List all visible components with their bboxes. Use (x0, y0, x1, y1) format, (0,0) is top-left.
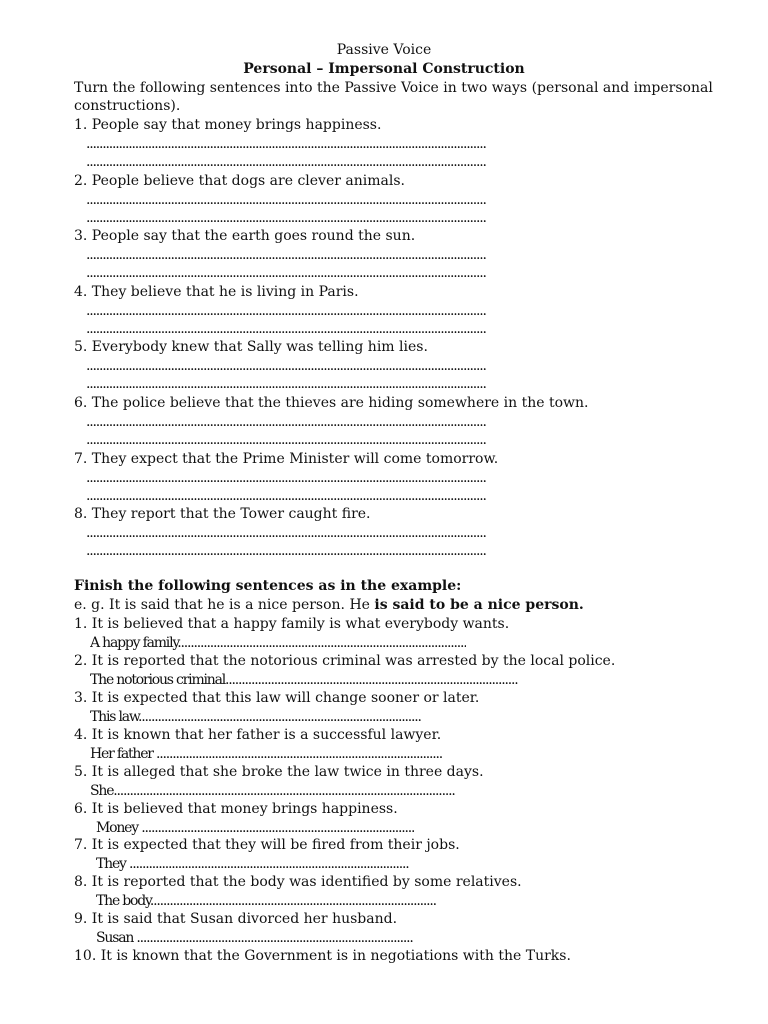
answer-blank-line[interactable]: ........................................................................................................................... (86, 432, 486, 448)
instruction-text: Turn the following sentences into the Passive Voice in two ways (personal and impersonal (74, 80, 713, 96)
exercise-2-sentence: 4. It is known that her father is a successful lawyer. (74, 727, 442, 743)
exercise-1-sentence: 1. People say that money brings happiness. (74, 117, 382, 133)
answer-blank-line[interactable]: ........................................................................................................................... (86, 376, 486, 392)
exercise-1-sentence: 3. People say that the earth goes round the sun. (74, 228, 416, 244)
page-title: Passive Voice (336, 42, 432, 58)
answer-blank-line[interactable]: ........................................................................................................................... (86, 488, 486, 504)
exercise-2-sentence: 6. It is believed that money brings happiness. (74, 801, 398, 817)
answer-blank-line[interactable]: ........................................................................................................................... (86, 524, 486, 541)
answer-blank-line[interactable]: ........................................................................................................................... (86, 210, 486, 226)
answer-starter-line[interactable]: Susan ..................................................................................... (96, 929, 413, 946)
page-subtitle: Personal – Impersonal Construction (243, 61, 525, 77)
answer-blank-line[interactable]: ........................................................................................................................... (86, 469, 486, 486)
exercise-2-sentence: 9. It is said that Susan divorced her husband. (74, 911, 398, 927)
answer-starter-line[interactable]: They ...................................................................................... (96, 855, 409, 872)
example-line (74, 596, 584, 614)
answer-starter-line[interactable]: This law....................................................................................... (90, 708, 421, 725)
exercise-1-sentence: 4. They believe that he is living in Paris. (74, 284, 359, 300)
answer-blank-line[interactable]: ........................................................................................................................... (86, 265, 486, 281)
exercise-2-sentence: 10. It is known that the Government is in negotiations with the Turks. (74, 948, 571, 964)
exercise-2-heading: Finish the following sentences as in the example: (74, 578, 462, 594)
answer-blank-line[interactable]: ........................................................................................................................... (86, 191, 486, 208)
answer-blank-line[interactable]: ........................................................................................................................... (86, 543, 486, 559)
exercise-2-sentence: 5. It is alleged that she broke the law twice in three days. (74, 764, 484, 780)
exercise-2-sentence: 2. It is reported that the notorious criminal was arrested by the local police. (74, 653, 616, 669)
answer-blank-line[interactable]: ........................................................................................................................... (86, 135, 486, 152)
exercise-2-sentence: 8. It is reported that the body was identified by some relatives. (74, 874, 522, 890)
instruction-text-continued: constructions). (74, 98, 181, 114)
answer-starter-line[interactable]: A happy family......................................................................................... (90, 634, 467, 651)
exercise-2-sentence: 1. It is believed that a happy family is what everybody wants. (74, 616, 510, 632)
exercise-1-sentence: 6. The police believe that the thieves are hiding somewhere in the town. (74, 395, 589, 411)
answer-starter-line[interactable]: The body........................................................................................ (96, 892, 436, 909)
exercise-1-sentence: 8. They report that the Tower caught fire. (74, 506, 371, 522)
exercise-1-sentence: 7. They expect that the Prime Minister will come tomorrow. (74, 451, 499, 467)
exercise-2-sentence: 3. It is expected that this law will change sooner or later. (74, 690, 480, 706)
answer-blank-line[interactable]: ........................................................................................................................... (86, 302, 486, 319)
example-prefix: e. g. It is said that he is a nice person. He (74, 597, 370, 613)
answer-starter-line[interactable]: Money .................................................................................... (96, 819, 415, 836)
answer-starter-line[interactable]: Her father ........................................................................................ (90, 745, 443, 762)
answer-blank-line[interactable]: ........................................................................................................................... (86, 246, 486, 263)
answer-blank-line[interactable]: ........................................................................................................................... (86, 357, 486, 374)
exercise-1-sentence: 2. People believe that dogs are clever animals. (74, 173, 405, 189)
answer-starter-line[interactable]: She......................................................................................................... (90, 782, 455, 799)
answer-starter-line[interactable]: The notorious criminal.......................................................................................... (90, 671, 518, 688)
answer-blank-line[interactable]: ........................................................................................................................... (86, 154, 486, 170)
example-answer: is said to be a nice person. (374, 597, 584, 613)
exercise-1-sentence: 5. Everybody knew that Sally was telling him lies. (74, 339, 428, 355)
answer-blank-line[interactable]: ........................................................................................................................... (86, 321, 486, 337)
answer-blank-line[interactable]: ........................................................................................................................... (86, 413, 486, 430)
exercise-2-sentence: 7. It is expected that they will be fired from their jobs. (74, 837, 460, 853)
